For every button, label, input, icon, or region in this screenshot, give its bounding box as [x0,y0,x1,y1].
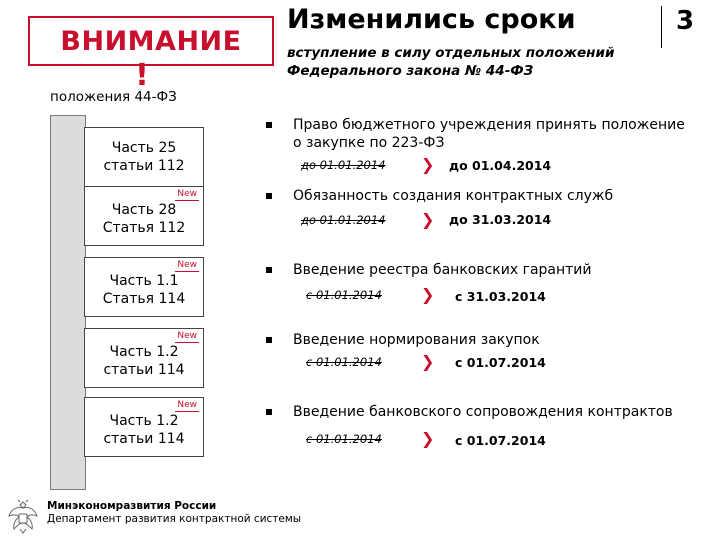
new-date-4: с 01.07.2014 [455,355,546,370]
part-box-5 [84,397,204,457]
new-date-1: до 01.04.2014 [449,158,552,173]
exclamation-icon: ! [135,58,149,93]
item-text-3: Введение реестра банковских гарантий [293,262,592,278]
bullet-icon [266,409,272,415]
bullet-icon [266,267,272,273]
header-divider [661,6,662,48]
new-date-2: до 31.03.2014 [449,212,552,227]
part-line1: Часть 1.2 [109,344,179,360]
item-text-4: Введение нормирования закупок [293,332,540,348]
arrow-right-icon: ❯ [421,429,435,448]
page-number: 3 [676,6,695,36]
footer-org: Минэкономразвития России [47,500,217,512]
item-text-2: Обязанность создания контрактных служб [293,188,614,204]
item-text-5: Введение банковского сопровождения контрактов [293,404,673,420]
new-badge: New [177,400,197,410]
part-line2: статьи 112 [103,158,185,174]
page-subtitle: вступление в силу отдельных положений Федерального закона № 44-ФЗ [287,45,615,79]
footer-dept: Департамент развития контрактной системы [47,513,302,525]
old-date-2: до 01.01.2014 [301,213,386,227]
part-box-3 [84,257,204,317]
new-badge: New [177,189,197,199]
part-box-2 [84,186,204,246]
part-line2: статьи 114 [103,362,185,378]
eagle-emblem-icon [6,496,40,536]
new-date-3: с 31.03.2014 [455,289,546,304]
new-badge: New [177,260,197,270]
part-line1: Часть 1.1 [109,273,179,289]
bullet-icon [266,122,272,128]
old-date-5: с 01.01.2014 [306,432,382,446]
part-line1: Часть 28 [111,202,177,218]
arrow-right-icon: ❯ [421,210,435,229]
warning-label: ВНИМАНИЕ [60,25,242,57]
part-box-1 [84,127,204,187]
warning-box [28,16,274,66]
arrow-right-icon: ❯ [421,155,435,174]
part-line2: статьи 114 [103,431,185,447]
arrow-right-icon: ❯ [421,352,435,371]
part-line2: Статья 114 [102,291,186,307]
page-title: Изменились сроки [287,4,576,35]
bullet-icon [266,337,272,343]
new-badge: New [177,331,197,341]
arrow-right-icon: ❯ [421,285,435,304]
old-date-3: с 01.01.2014 [306,288,382,302]
new-date-5: с 01.07.2014 [455,433,546,448]
left-panel-rail [50,115,86,490]
bullet-icon [266,193,272,199]
part-line1: Часть 25 [111,140,177,156]
old-date-1: до 01.01.2014 [301,158,386,172]
part-line1: Часть 1.2 [109,413,179,429]
left-panel-label: положения 44-ФЗ [50,89,177,105]
item-text-1: Право бюджетного учреждения принять положение о закупке по 223-ФЗ [293,117,685,151]
part-box-4 [84,328,204,388]
part-line2: Статья 112 [102,220,186,236]
old-date-4: с 01.01.2014 [306,355,382,369]
